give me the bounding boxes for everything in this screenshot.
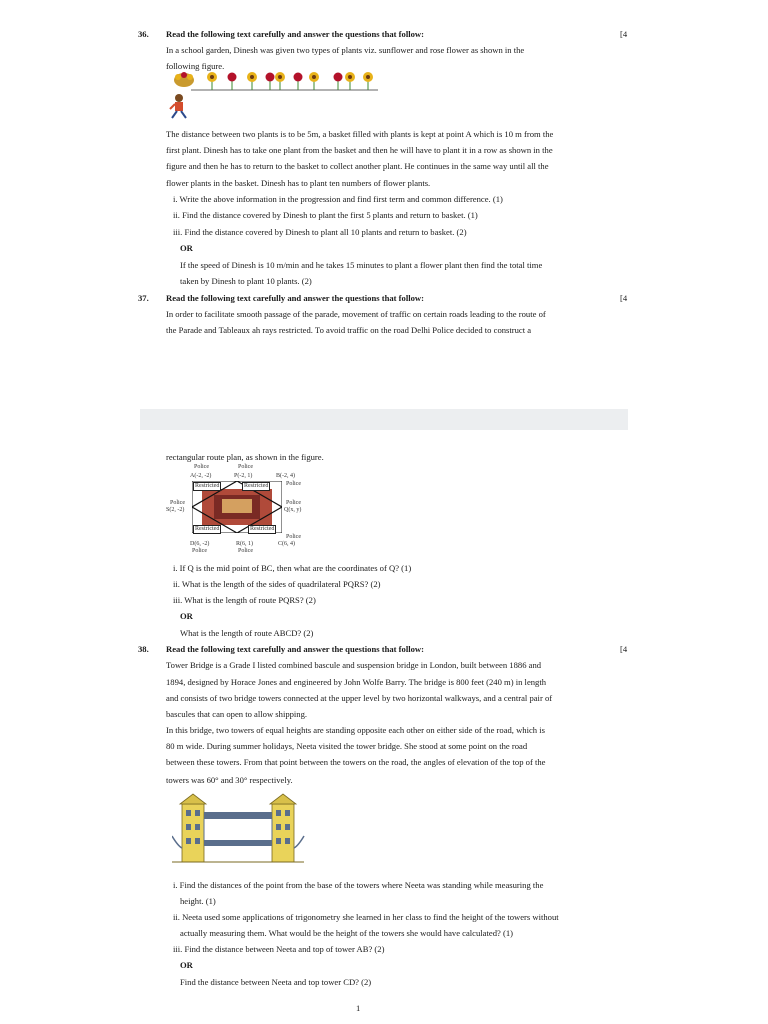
q38-para2-line: 80 m wide. During summer holidays, Neeta visited the tower bridge. She stood at some point on the road: [166, 741, 528, 751]
tower-bridge-figure: [172, 790, 312, 868]
figure-label: Police: [192, 548, 207, 554]
figure-label: Police: [286, 534, 301, 540]
q37-or-line: What is the length of route ABCD? (2): [180, 628, 314, 638]
figure-label: S(2, -2): [166, 507, 185, 513]
question-heading-37: Read the following text carefully and answer the questions that follow:: [166, 293, 424, 303]
q38-para1-line: and consists of two bridge towers connected at the upper level by two horizontal walkways, and a central pair of: [166, 693, 553, 703]
figure-label: R(6, 1): [236, 541, 253, 547]
q36-para-line: first plant. Dinesh has to take one plant from the basket and then he will have to plant it in a row as shown in the: [166, 145, 553, 155]
q37-continued-line: rectangular route plan, as shown in the figure.: [166, 452, 324, 462]
q38-para2-line: between these towers. From that point between the towers on the road, the angles of elevation of the top of the: [166, 757, 546, 767]
q38-para1-line: bascules that can open to allow shipping.: [166, 709, 308, 719]
question-number-36: 36.: [138, 29, 149, 39]
marks-37: [4: [620, 293, 628, 303]
q38-question-2-cont: actually measuring them. What would be the height of the towers she would have calculated? (1): [180, 928, 513, 938]
q37-question-3: iii. What is the length of route PQRS? (2): [173, 595, 316, 605]
q38-question-1-cont: height. (1): [180, 896, 216, 906]
figure-label: Police: [238, 464, 253, 470]
route-plan-figure: [166, 464, 316, 556]
q37-intro-line: In order to facilitate smooth passage of the parade, movement of traffic on certain roads leading to the route of: [166, 309, 546, 319]
question-number-38: 38.: [138, 644, 149, 654]
figure-label: P(-2, 1): [234, 473, 253, 479]
q36-para-line: The distance between two plants is to be 5m, a basket filled with plants is kept at point A which is 10 m from the: [166, 129, 554, 139]
or-label: OR: [180, 243, 193, 253]
basket-image: [174, 72, 194, 87]
q36-para-line: flower plants in the basket. Dinesh has to plant ten numbers of flower plants.: [166, 178, 431, 188]
or-label: OR: [180, 611, 193, 621]
figure-label: A(-2, -2): [190, 473, 212, 479]
figure-label: Police: [286, 481, 301, 487]
restricted-tag: Restricted: [244, 483, 269, 489]
q37-question-2: ii. What is the length of the sides of quadrilateral PQRS? (2): [173, 579, 381, 589]
q36-or-line: If the speed of Dinesh is 10 m/min and he takes 15 minutes to plant a flower plant then find the total time: [180, 260, 543, 270]
restricted-tag: Restricted: [195, 483, 220, 489]
q36-intro-line: following figure.: [166, 61, 225, 71]
q36-question-1: i. Write the above information in the progression and find first term and common difference. (1): [173, 194, 503, 204]
figure-label: Police: [170, 500, 185, 506]
q38-question-2: ii. Neeta used some applications of trigonometry she learned in her class to find the height of the towers without: [173, 912, 559, 922]
marks-36: [4: [620, 29, 628, 39]
q38-question-3: iii. Find the distance between Neeta and top of tower AB? (2): [173, 944, 385, 954]
figure-label: Police: [238, 548, 253, 554]
figure-label: D(6, -2): [190, 541, 210, 547]
q37-intro-line: the Parade and Tableaux ah rays restricted. To avoid traffic on the road Delhi Police decided to construct a: [166, 325, 532, 335]
q38-or-line: Find the distance between Neeta and top tower CD? (2): [180, 977, 372, 987]
page-break-band: [140, 409, 628, 430]
flower-row-figure: [166, 68, 386, 120]
q38-para1-line: 1894, designed by Horace Jones and engineered by John Wolfe Barry. The bridge is 800 feet (240 m) in length: [166, 677, 547, 687]
question-heading-36: Read the following text carefully and answer the questions that follow:: [166, 29, 424, 39]
q36-question-2: ii. Find the distance covered by Dinesh to plant the first 5 plants and return to basket. (1): [173, 210, 478, 220]
q38-para2-line: towers was 60° and 30° respectively.: [166, 775, 293, 785]
q38-question-1: i. Find the distances of the point from the base of the towers where Neeta was standing while measuring the: [173, 880, 544, 890]
question-number-37: 37.: [138, 293, 149, 303]
figure-label: B(-2, 4): [276, 473, 295, 479]
q38-para1-line: Tower Bridge is a Grade I listed combined bascule and suspension bridge in London, built between 1886 and: [166, 660, 542, 670]
q36-intro-line: In a school garden, Dinesh was given two types of plants viz. sunflower and rose flower as shown in the: [166, 45, 525, 55]
q36-question-3: iii. Find the distance covered by Dinesh to plant all 10 plants and return to basket. (2): [173, 227, 467, 237]
walkways: [204, 812, 272, 846]
q37-question-1: i. If Q is the mid point of BC, then what are the coordinates of Q? (1): [173, 563, 412, 573]
figure-label: Police: [194, 464, 209, 470]
flower-plants: [207, 72, 373, 90]
figure-label: Q(x, y): [284, 507, 302, 513]
q36-para-line: figure and then he has to return to the basket to collect another plant. He continues in the same way until all the: [166, 161, 549, 171]
page-number: 1: [356, 1003, 361, 1013]
right-tower: [270, 794, 296, 862]
q38-para2-line: In this bridge, two towers of equal heights are standing opposite each other on either side of the road, which is: [166, 725, 545, 735]
figure-label: Police: [286, 500, 301, 506]
boy-running-image: [170, 94, 186, 118]
or-label: OR: [180, 960, 193, 970]
marks-38: [4: [620, 644, 628, 654]
question-heading-38: Read the following text carefully and answer the questions that follow:: [166, 644, 424, 654]
q36-or-line: taken by Dinesh to plant 10 plants. (2): [180, 276, 312, 286]
figure-label: C(6, 4): [278, 541, 295, 547]
restricted-tag: Restricted: [250, 526, 275, 532]
left-tower: [180, 794, 206, 862]
restricted-tag: Restricted: [195, 526, 220, 532]
